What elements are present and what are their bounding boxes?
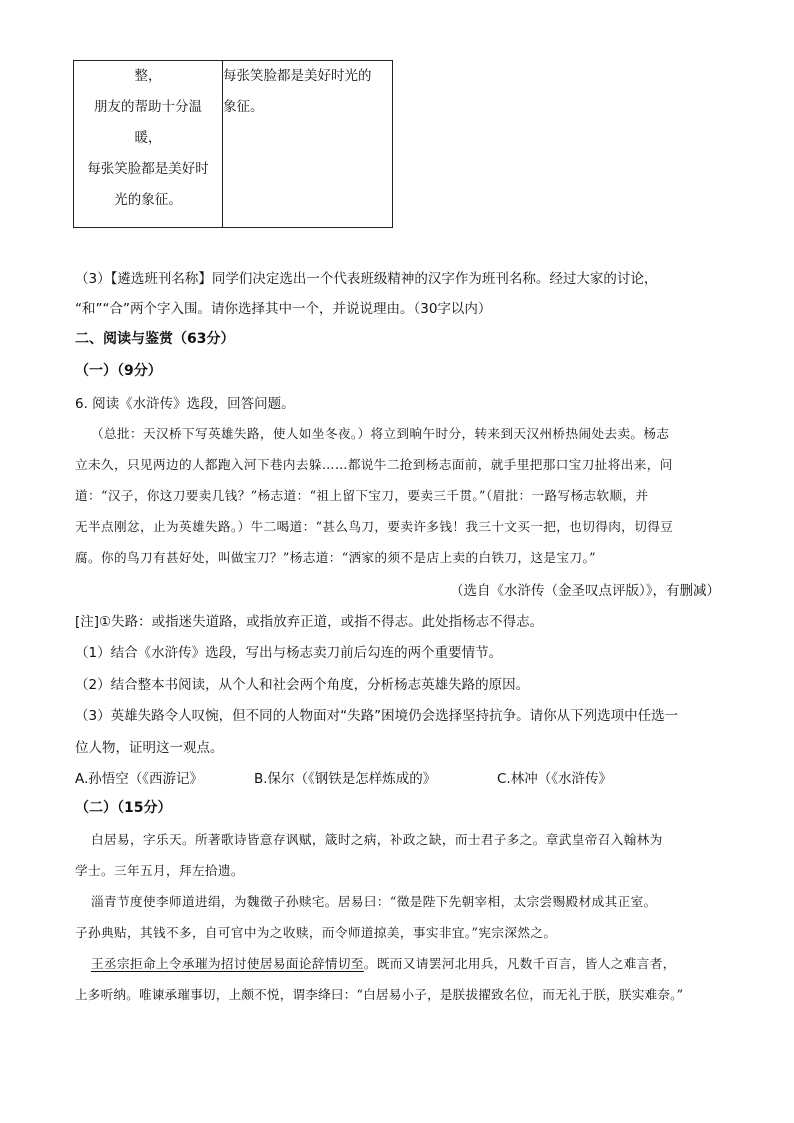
sub-question-1: （1）结合《水浒传》选段，写出与杨志卖刀前后勾连的两个重要情节。 <box>75 645 503 661</box>
part-1-title: （一）（9分） <box>75 363 162 379</box>
passage-source: （选自《水浒传（金圣叹点评版）》，有删减） <box>450 583 720 599</box>
table-cell-text: 整， <box>134 68 162 84</box>
table-cell-right <box>223 61 393 228</box>
passage-line: 无半点刚忿，止为英雄失路。）牛二喝道：“甚么鸟刀，要卖许多钱！我三十文买一把，也切得肉，切得豆 <box>75 519 674 534</box>
passage-line: 道：“汉子，你这刀要卖几钱？”杨志道：“祖上留下宝刀，要卖三千贯。”（眉批：一路写杨志软顺，并 <box>75 488 649 503</box>
section-2-title: 二、阅读与鉴赏（63分） <box>75 331 235 347</box>
question-3-line-1: （3）【遴选班刊名称】同学们决定选出一个代表班级精神的汉字作为班刊名称。经过大家的讨论， <box>75 271 658 287</box>
option-a: A.孙悟空（《西游记》 <box>75 771 204 787</box>
passage-2-line: 淄青节度使李师道进绢，为魏徵子孙赎宅。居易曰：“徵是陛下先朝宰相，太宗尝赐殿材成其正室。 <box>91 894 657 909</box>
part-2-title: （二）（15分） <box>75 800 172 816</box>
table-cell-left <box>74 61 223 228</box>
sub-question-2: （2）结合整本书阅读，从个人和社会两个角度，分析杨志英雄失路的原因。 <box>75 677 530 693</box>
passage-line: 腐。你的鸟刀有甚好处，叫做宝刀？”杨志道：“洒家的须不是店上卖的白铁刀，这是宝刀。” <box>75 550 596 565</box>
table-row <box>74 61 393 228</box>
passage-2-line: 学士。三年五月，拜左拾遗。 <box>75 863 244 878</box>
passage-2-line: 子孙典贴，其钱不多，自可官中为之收赎，而令师道掠美，事实非宜。”宪宗深然之。 <box>75 925 557 940</box>
sub-question-3-line-1: （3）英雄失路令人叹惋，但不同的人物面对“失路”困境仍会选择坚持抗争。请你从下列选项中任选一 <box>75 708 679 724</box>
answer-table <box>73 60 393 228</box>
underlined-sentence: 王丞宗拒命上令承璀为招讨使居易面论辞情切至 <box>91 956 364 971</box>
table-cell-text: 朋友的帮助十分温 <box>94 99 202 115</box>
question-3-line-2: “和”“合”两个字入围。请你选择其中一个，并说说理由。（30字以内） <box>75 301 492 317</box>
passage-2-line: 白居易，字乐天。所著歌诗皆意存讽赋，箴时之病，补政之缺，而士君子多之。章武皇帝召入翰林为 <box>91 832 663 847</box>
passage-line: 立未久，只见两边的人都跑入河下巷内去躲……都说牛二抢到杨志面前，就手里把那口宝刀扯将出来，问 <box>75 457 673 472</box>
passage-line: （总批：天汉桥下写英雄失路，使人如坐冬夜。）将立到晌午时分，转来到天汉州桥热闹处去卖。杨志 <box>91 426 670 441</box>
table-cell-text: 每张笑脸都是美好时光的 <box>223 68 372 84</box>
table-cell-text: 暖， <box>134 130 162 146</box>
table-cell-text: 每张笑脸都是美好时 <box>87 161 209 177</box>
option-b: B.保尔（《钢铁是怎样炼成的》 <box>254 771 437 787</box>
annotation-note: [注]①失路：或指迷失道路，或指放弃正道，或指不得志。此处指杨志不得志。 <box>75 614 544 630</box>
passage-text: 。既而又请罢河北用兵，凡数千百言，皆人之难言者， <box>363 956 676 971</box>
option-c: C.林冲（《水浒传》 <box>497 771 612 787</box>
table-cell-text: 光的象征。 <box>114 192 182 208</box>
sub-question-3-line-2: 位人物，证明这一观点。 <box>75 740 224 756</box>
question-6-intro: 6. 阅读《水浒传》选段，回答问题。 <box>75 396 295 412</box>
table-cell-text: 象征。 <box>223 99 264 115</box>
passage-2-line <box>91 953 676 972</box>
passage-2-line: 上多听纳。唯谏承璀事切，上颇不悦，谓李绛曰：“白居易小子，是朕拔擢致名位，而无礼于朕，朕实难奈。” <box>75 987 684 1002</box>
